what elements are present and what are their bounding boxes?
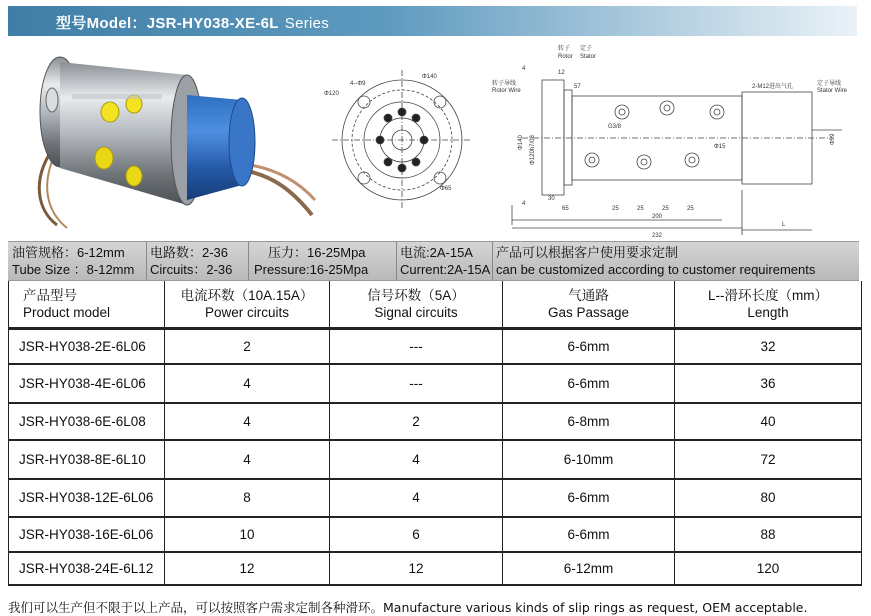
cell-model: JSR-HY038-16E-6L06 bbox=[9, 517, 165, 552]
label-stator-lead-en: Stator Wire bbox=[817, 88, 848, 94]
table-row bbox=[9, 517, 862, 552]
cell-signal: --- bbox=[330, 329, 503, 364]
spec-circuits: 电路数：2-36 Circuits：2-36 bbox=[150, 245, 233, 277]
cell-gas: 6-8mm bbox=[503, 403, 675, 440]
cell-gas: 6-12mm bbox=[503, 552, 675, 585]
spec-custom: 产品可以根据客户使用要求定制 can be customized according to customer requirements bbox=[496, 245, 816, 277]
cell-power: 10 bbox=[165, 517, 330, 552]
table-row bbox=[9, 479, 862, 517]
spec-pressure: 压力：16-25Mpa Pressure:16-25Mpa bbox=[254, 245, 369, 277]
cell-length: 120 bbox=[675, 552, 862, 585]
cell-signal: 6 bbox=[330, 517, 503, 552]
cell-length: 72 bbox=[675, 440, 862, 479]
cell-signal: 2 bbox=[330, 403, 503, 440]
cell-signal: 4 bbox=[330, 440, 503, 479]
label-rotor-en: Rotor bbox=[558, 54, 573, 60]
cell-signal: 4 bbox=[330, 479, 503, 517]
header-length: L--滑环长度（mm） Length bbox=[675, 281, 862, 329]
table-row bbox=[9, 364, 862, 403]
technical-drawing bbox=[322, 40, 862, 240]
label-rotor-cn: 转子 bbox=[558, 46, 571, 52]
header-gas: 气通路 Gas Passage bbox=[503, 281, 675, 329]
table-header-row bbox=[9, 281, 862, 329]
footer-note: 我们可以生产但不限于以上产品，可以按照客户需求定制各种滑环。Manufacture various kinds of slip rings as request, OEM acceptable. bbox=[8, 600, 808, 615]
label-dia140: Φ140 bbox=[518, 135, 524, 150]
label-dim25-1: 25 bbox=[612, 206, 619, 212]
cell-gas: 6-6mm bbox=[503, 364, 675, 403]
cell-model: JSR-HY038-4E-6L06 bbox=[9, 364, 165, 403]
label-stator-en: Stator bbox=[580, 54, 597, 60]
title-series: Series bbox=[284, 15, 330, 32]
table-row bbox=[9, 329, 862, 364]
spec-bar bbox=[8, 241, 859, 281]
cell-power: 4 bbox=[165, 364, 330, 403]
cell-model: JSR-HY038-6E-6L08 bbox=[9, 403, 165, 440]
label-dim12: 12 bbox=[558, 70, 565, 76]
label-dim57: 57 bbox=[574, 84, 581, 90]
label-dimL: L bbox=[782, 222, 786, 228]
table-row bbox=[9, 440, 862, 479]
cell-gas: 6-10mm bbox=[503, 440, 675, 479]
cell-signal: 12 bbox=[330, 552, 503, 585]
cell-signal: --- bbox=[330, 364, 503, 403]
label-d99: Φ99 bbox=[830, 133, 836, 145]
label-holes: 4--Φ9 bbox=[350, 81, 366, 87]
title-model: 型号Model：JSR-HY038-XE-6L bbox=[56, 15, 279, 32]
cell-model: JSR-HY038-24E-6L12 bbox=[9, 552, 165, 585]
label-dia120: Φ120h7/08 bbox=[530, 135, 536, 165]
label-stator-cn: 定子 bbox=[580, 46, 593, 52]
label-dim232: 232 bbox=[652, 233, 663, 239]
title-bar bbox=[8, 6, 857, 36]
table-row bbox=[9, 403, 862, 440]
cell-length: 80 bbox=[675, 479, 862, 517]
cell-model: JSR-HY038-8E-6L10 bbox=[9, 440, 165, 479]
cell-model: JSR-HY038-2E-6L06 bbox=[9, 329, 165, 364]
cell-length: 40 bbox=[675, 403, 862, 440]
label-d15: Φ15 bbox=[714, 144, 726, 150]
cell-gas: 6-6mm bbox=[503, 479, 675, 517]
cell-power: 8 bbox=[165, 479, 330, 517]
label-dim65: 65 bbox=[562, 206, 569, 212]
product-photo bbox=[12, 40, 317, 240]
label-d120: Φ120 bbox=[324, 91, 339, 97]
cell-power: 12 bbox=[165, 552, 330, 585]
product-table bbox=[8, 281, 862, 586]
cell-gas: 6-6mm bbox=[503, 329, 675, 364]
label-stator-lead-cn: 定子导线 bbox=[817, 81, 842, 87]
label-dim25-4: 25 bbox=[687, 206, 694, 212]
cell-power: 2 bbox=[165, 329, 330, 364]
header-model: 产品型号 Product model bbox=[9, 281, 165, 329]
label-dim25-2: 25 bbox=[637, 206, 644, 212]
label-dim25-3: 25 bbox=[662, 206, 669, 212]
table-row bbox=[9, 552, 862, 585]
label-port: G3/8 bbox=[608, 124, 622, 130]
cell-power: 4 bbox=[165, 403, 330, 440]
label-rotor-lead-en: Rotor Wire bbox=[492, 88, 521, 94]
label-dim4-bottom: 4 bbox=[522, 201, 526, 207]
label-d140: Φ140 bbox=[422, 74, 437, 80]
header-signal: 信号环数（5A） Signal circuits bbox=[330, 281, 503, 329]
spec-current: 电流:2A-15A Current:2A-15A bbox=[400, 245, 491, 277]
label-rotor-lead-cn: 转子导线 bbox=[492, 81, 517, 87]
label-dim30: 30 bbox=[548, 196, 555, 202]
cell-length: 32 bbox=[675, 329, 862, 364]
cell-gas: 6-6mm bbox=[503, 517, 675, 552]
label-m12: 2-M12进出气孔 bbox=[752, 84, 794, 90]
cell-length: 36 bbox=[675, 364, 862, 403]
label-dim200: 200 bbox=[652, 214, 663, 220]
spec-tube: 油管规格：6-12mm Tube Size ：8-12mm bbox=[12, 245, 135, 277]
header-power: 电流环数（10A.15A） Power circuits bbox=[165, 281, 330, 329]
cell-power: 4 bbox=[165, 440, 330, 479]
cell-model: JSR-HY038-12E-6L06 bbox=[9, 479, 165, 517]
page-title bbox=[56, 12, 329, 33]
cell-length: 88 bbox=[675, 517, 862, 552]
label-d65: Φ65 bbox=[440, 186, 452, 192]
label-dim4: 4 bbox=[522, 66, 526, 72]
